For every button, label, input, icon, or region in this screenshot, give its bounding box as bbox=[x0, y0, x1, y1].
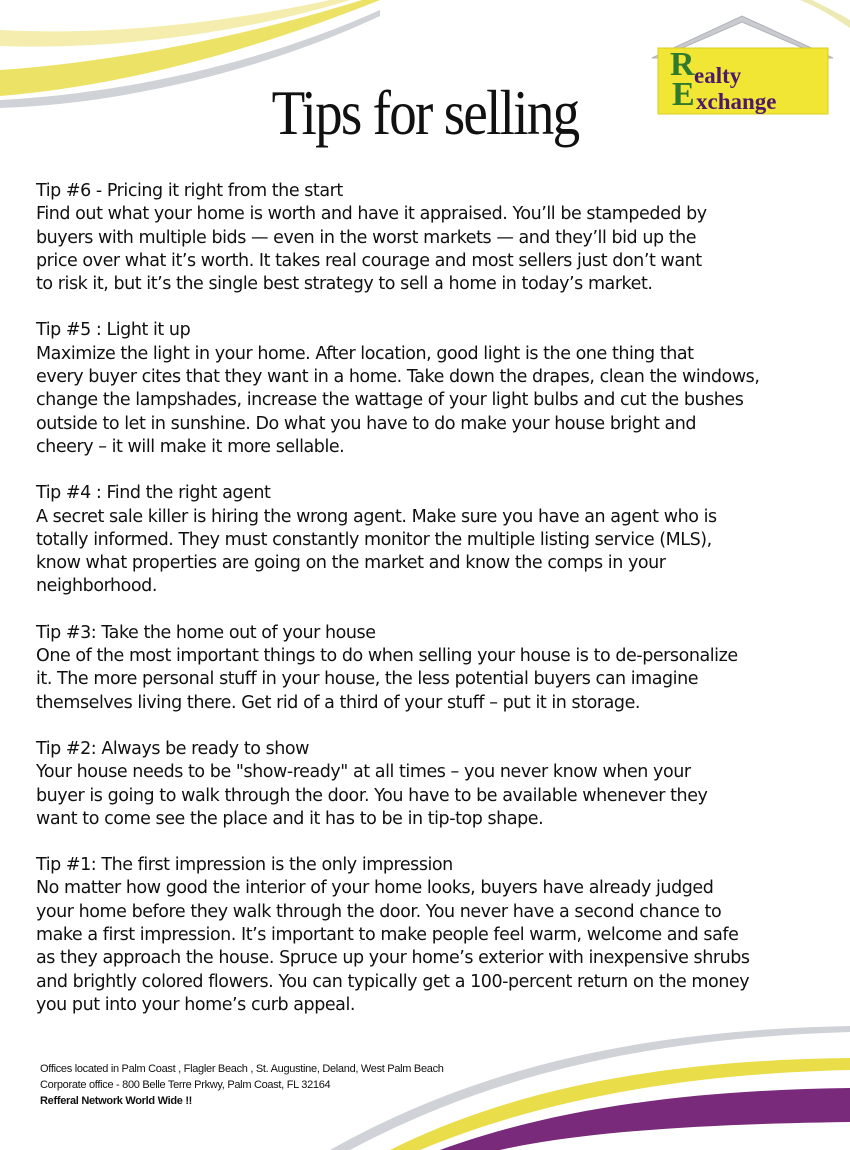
tip-text-line: every buyer cites that they want in a home. Take down the drapes, clean the windows, bbox=[36, 367, 760, 388]
tip-1 bbox=[36, 854, 836, 1017]
tip-2 bbox=[36, 738, 836, 831]
tip-heading: Tip #1: The first impression is the only impression bbox=[36, 855, 453, 876]
tip-text-line: to risk it, but it’s the single best strategy to sell a home in today’s market. bbox=[36, 274, 653, 295]
tip-text-line: outside to let in sunshine. Do what you have to do make your house bright and bbox=[36, 413, 697, 434]
tip-text-line: it. The more personal stuff in your house, the less potential buyers can imagine bbox=[36, 669, 699, 690]
tip-text-line: your home before they walk through the door. You never have a second chance to bbox=[36, 901, 722, 922]
tip-text-line: you put into your home’s curb appeal. bbox=[36, 994, 355, 1015]
logo-word-realty: ealty bbox=[694, 63, 742, 88]
footer-offices: Offices located in Palm Coast , Flagler Beach , St. Augustine, Deland, West Palm Beach bbox=[40, 1063, 444, 1075]
page-title: Tips for selling bbox=[271, 77, 579, 148]
tip-text-line: Your house needs to be "show-ready" at all times – you never know when your bbox=[36, 762, 691, 783]
tip-heading: Tip #4 : Find the right agent bbox=[36, 483, 271, 504]
tips-list bbox=[36, 180, 836, 1040]
tip-text-line: No matter how good the interior of your home looks, buyers have already judged bbox=[36, 878, 714, 899]
tip-text-line: Maximize the light in your home. After location, good light is the one thing that bbox=[36, 343, 694, 364]
tip-text-line: and brightly colored flowers. You can typically get a 100-percent return on the money bbox=[36, 971, 750, 992]
logo-initial-r: R bbox=[670, 46, 695, 83]
footer-contact bbox=[40, 1061, 444, 1109]
tip-text-line: buyer is going to walk through the door. You have to be available whenever they bbox=[36, 785, 708, 806]
tip-text-line: A secret sale killer is hiring the wrong agent. Make sure you have an agent who is bbox=[36, 506, 717, 527]
tip-5 bbox=[36, 319, 836, 459]
logo-word-exchange: xchange bbox=[696, 89, 777, 114]
tip-text-line: know what properties are going on the market and know the comps in your bbox=[36, 553, 666, 574]
tip-heading: Tip #3: Take the home out of your house bbox=[36, 622, 376, 643]
tip-text-line: make a first impression. It’s important to make people feel warm, welcome and safe bbox=[36, 925, 739, 946]
tip-text-line: buyers with multiple bids — even in the worst markets — and they’ll bid up the bbox=[36, 227, 697, 248]
footer-corporate-office: Corporate office - 800 Belle Terre Prkwy, Palm Coast, FL 32164 bbox=[40, 1079, 331, 1091]
tip-text-line: totally informed. They must constantly monitor the multiple listing service (MLS), bbox=[36, 529, 712, 550]
tip-text-line: as they approach the house. Spruce up your home’s exterior with inexpensive shrubs bbox=[36, 948, 750, 969]
tip-heading: Tip #6 - Pricing it right from the start bbox=[36, 181, 343, 201]
tip-text-line: Find out what your home is worth and have it appraised. You’ll be stampeded by bbox=[36, 204, 707, 225]
realty-exchange-logo bbox=[650, 14, 835, 116]
tip-text-line: want to come see the place and it has to be in tip-top shape. bbox=[36, 808, 544, 829]
tip-text-line: neighborhood. bbox=[36, 576, 157, 597]
tip-text-line: change the lampshades, increase the wattage of your light bulbs and cut the bushes bbox=[36, 390, 744, 411]
tip-heading: Tip #2: Always be ready to show bbox=[36, 738, 310, 759]
tip-text-line: One of the most important things to do when selling your house is to de-personalize bbox=[36, 646, 738, 667]
tip-4 bbox=[36, 482, 836, 598]
tip-3 bbox=[36, 622, 836, 715]
tip-text-line: themselves living there. Get rid of a third of your stuff – put it in storage. bbox=[36, 692, 640, 713]
tip-text-line: price over what it’s worth. It takes real courage and most sellers just don’t want bbox=[36, 250, 702, 271]
tip-text-line: cheery – it will make it more sellable. bbox=[36, 436, 345, 457]
logo-initial-e: E bbox=[672, 76, 695, 113]
tip-6 bbox=[36, 180, 836, 296]
tip-heading: Tip #5 : Light it up bbox=[36, 320, 191, 341]
footer-network: Refferal Network World Wide !! bbox=[40, 1095, 193, 1107]
